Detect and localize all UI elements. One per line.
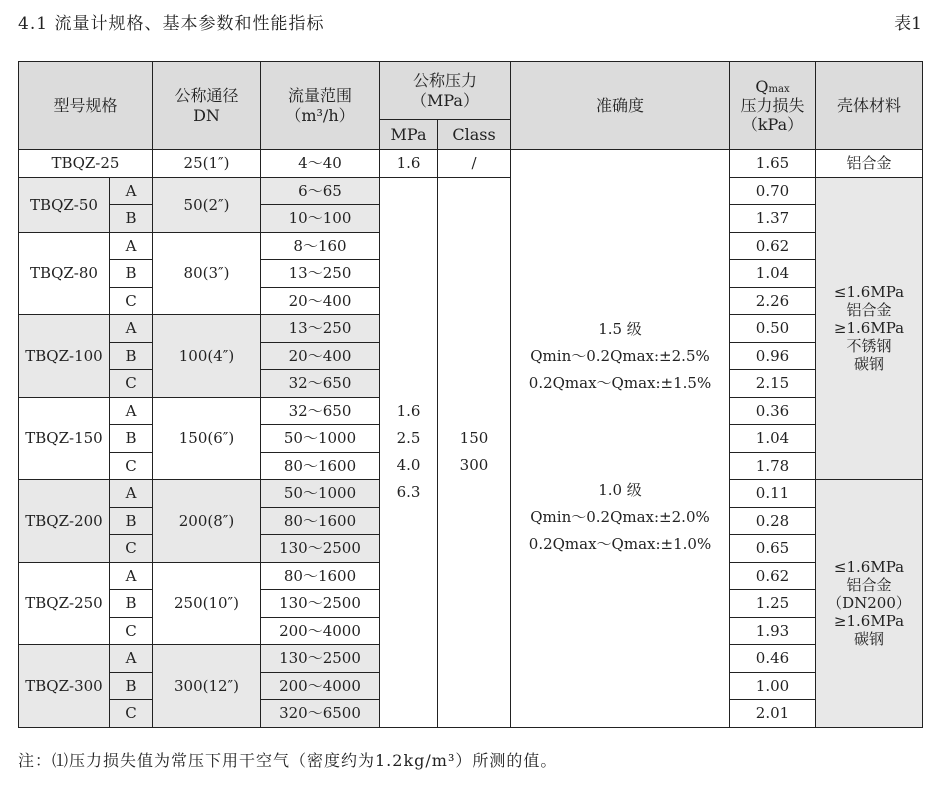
flow-cell: 200～4000: [261, 617, 380, 645]
model-cell: TBQZ-50: [19, 177, 110, 232]
loss-cell: 1.78: [730, 452, 816, 480]
loss-cell: 0.46: [730, 645, 816, 673]
variant-cell: A: [110, 562, 153, 590]
loss-cell: 0.11: [730, 480, 816, 508]
header-pressure-line2: （MPa）: [411, 90, 479, 110]
flow-cell: 320～6500: [261, 700, 380, 728]
pressure-class-cell: [438, 177, 511, 727]
page-title: 4.1 流量计规格、基本参数和性能指标: [18, 14, 325, 34]
dn-cell: 50(2″): [153, 177, 261, 232]
table-number: 表1: [894, 14, 922, 34]
loss-cell: 0.62: [730, 232, 816, 260]
variant-cell: B: [110, 342, 153, 370]
header-qmax: [730, 77, 815, 96]
variant-cell: A: [110, 480, 153, 508]
flow-cell: 13～250: [261, 260, 380, 288]
loss-cell: 0.50: [730, 315, 816, 343]
variant-cell: A: [110, 232, 153, 260]
header-flow-line2: （m³/h）: [285, 105, 355, 125]
dn-cell: 80(3″): [153, 232, 261, 315]
flow-cell: 32～650: [261, 370, 380, 398]
flow-cell: 13～250: [261, 315, 380, 343]
flow-cell: 200～4000: [261, 672, 380, 700]
header-flow-line1: 流量范围: [287, 86, 352, 106]
pressure-mpa-cell: [380, 177, 438, 727]
variant-cell: B: [110, 507, 153, 535]
loss-cell: 0.28: [730, 507, 816, 535]
class-cell: /: [438, 150, 511, 178]
spec-table: [18, 61, 923, 728]
variant-cell: B: [110, 672, 153, 700]
variant-cell: B: [110, 425, 153, 453]
flow-cell: 130～2500: [261, 590, 380, 618]
flow-cell: 80～1600: [261, 562, 380, 590]
header-class: Class: [438, 120, 511, 150]
flow-cell: 50～1000: [261, 425, 380, 453]
accuracy-cell: [511, 150, 730, 728]
loss-cell: 1.04: [730, 425, 816, 453]
variant-cell: C: [110, 700, 153, 728]
flow-cell: 4～40: [261, 150, 380, 178]
variant-cell: A: [110, 645, 153, 673]
header-qmax-q: Q: [755, 76, 769, 96]
accuracy-grade1-line1: Qmin～0.2Qmax:±2.5%: [530, 347, 710, 366]
flow-cell: 8～160: [261, 232, 380, 260]
material-group2-4: ≥1.6MPa: [833, 612, 905, 631]
pressure-class-2: 300: [459, 456, 489, 474]
loss-cell: 2.15: [730, 370, 816, 398]
footnote: 注：⑴压力损失值为常压下用干空气（密度约为1.2kg/m³）所测的值。: [18, 751, 558, 770]
accuracy-grade2-line1: Qmin～0.2Qmax:±2.0%: [530, 508, 710, 527]
pressure-mpa-4: 6.3: [396, 483, 421, 501]
variant-cell: B: [110, 590, 153, 618]
loss-cell: 0.36: [730, 397, 816, 425]
loss-cell: 1.25: [730, 590, 816, 618]
material-group1-5: 碳钢: [853, 355, 884, 374]
loss-cell: 1.37: [730, 205, 816, 233]
material-group2-1: ≤1.6MPa: [833, 558, 905, 577]
accuracy-grade2-title: 1.0 级: [598, 481, 642, 500]
header-pressure: [380, 62, 511, 120]
model-cell: TBQZ-25: [19, 150, 153, 178]
header-qmax-sub: max: [768, 83, 790, 95]
material-group2-2: 铝合金: [846, 576, 892, 595]
variant-cell: C: [110, 452, 153, 480]
flow-cell: 6～65: [261, 177, 380, 205]
variant-cell: C: [110, 287, 153, 315]
accuracy-grade2-line2: 0.2Qmax～Qmax:±1.0%: [528, 535, 712, 554]
model-cell: TBQZ-100: [19, 315, 110, 398]
variant-cell: A: [110, 397, 153, 425]
material-group1-3: ≥1.6MPa: [833, 319, 905, 338]
dn-cell: 250(10″): [153, 562, 261, 645]
flow-cell: 130～2500: [261, 645, 380, 673]
material-group1-4: 不锈钢: [846, 337, 892, 356]
material-cell: 铝合金: [816, 150, 923, 178]
header-dn-line1: 公称通径: [174, 86, 239, 106]
header-flow: [261, 62, 380, 150]
flow-cell: 130～2500: [261, 535, 380, 563]
dn-cell: 150(6″): [153, 397, 261, 480]
model-cell: TBQZ-200: [19, 480, 110, 563]
material-group2-3: （DN200）: [827, 594, 911, 613]
variant-cell: A: [110, 177, 153, 205]
dn-cell: 100(4″): [153, 315, 261, 398]
loss-cell: 1.04: [730, 260, 816, 288]
header-mpa: MPa: [380, 120, 438, 150]
variant-cell: B: [110, 260, 153, 288]
material-group1-1: ≤1.6MPa: [833, 283, 905, 302]
header-material: 壳体材料: [816, 62, 923, 150]
header-model: 型号规格: [19, 62, 153, 150]
pressure-mpa-3: 4.0: [396, 456, 421, 474]
header-dn: [153, 62, 261, 150]
variant-cell: C: [110, 535, 153, 563]
flow-cell: 10～100: [261, 205, 380, 233]
loss-cell: 0.96: [730, 342, 816, 370]
dn-cell: 25(1″): [153, 150, 261, 178]
model-cell: TBQZ-150: [19, 397, 110, 480]
variant-cell: B: [110, 205, 153, 233]
flow-cell: 20～400: [261, 342, 380, 370]
flow-cell: 80～1600: [261, 452, 380, 480]
variant-cell: A: [110, 315, 153, 343]
accuracy-grade1-title: 1.5 级: [598, 320, 642, 339]
variant-cell: C: [110, 617, 153, 645]
flow-cell: 80～1600: [261, 507, 380, 535]
dn-cell: 300(12″): [153, 645, 261, 728]
loss-cell: 1.00: [730, 672, 816, 700]
loss-cell: 0.62: [730, 562, 816, 590]
loss-cell: 2.26: [730, 287, 816, 315]
flow-cell: 20～400: [261, 287, 380, 315]
material-group2-5: 碳钢: [853, 630, 884, 649]
loss-cell: 0.70: [730, 177, 816, 205]
pressure-class-1: 150: [459, 429, 489, 447]
loss-cell: 1.93: [730, 617, 816, 645]
loss-cell: 1.65: [730, 150, 816, 178]
model-cell: TBQZ-80: [19, 232, 110, 315]
accuracy-grade1-line2: 0.2Qmax～Qmax:±1.5%: [528, 374, 712, 393]
pressure-mpa-1: 1.6: [396, 402, 421, 420]
header-accuracy: 准确度: [511, 62, 730, 150]
loss-cell: 0.65: [730, 535, 816, 563]
header-loss-unit: （kPa）: [741, 115, 804, 135]
header-pressure-line1: 公称压力: [412, 71, 477, 91]
material-group1-2: 铝合金: [846, 301, 892, 320]
header-loss: [730, 62, 816, 150]
loss-cell: 2.01: [730, 700, 816, 728]
material-group1-cell: [816, 177, 923, 480]
dn-cell: 200(8″): [153, 480, 261, 563]
pressure-mpa-2: 2.5: [396, 429, 421, 447]
header-loss-line: 压力损失: [740, 95, 805, 115]
header-dn-line2: DN: [193, 105, 220, 125]
flow-cell: 50～1000: [261, 480, 380, 508]
model-cell: TBQZ-250: [19, 562, 110, 645]
variant-cell: C: [110, 370, 153, 398]
material-group2-cell: [816, 480, 923, 728]
model-cell: TBQZ-300: [19, 645, 110, 728]
flow-cell: 32～650: [261, 397, 380, 425]
mpa-cell: 1.6: [380, 150, 438, 178]
